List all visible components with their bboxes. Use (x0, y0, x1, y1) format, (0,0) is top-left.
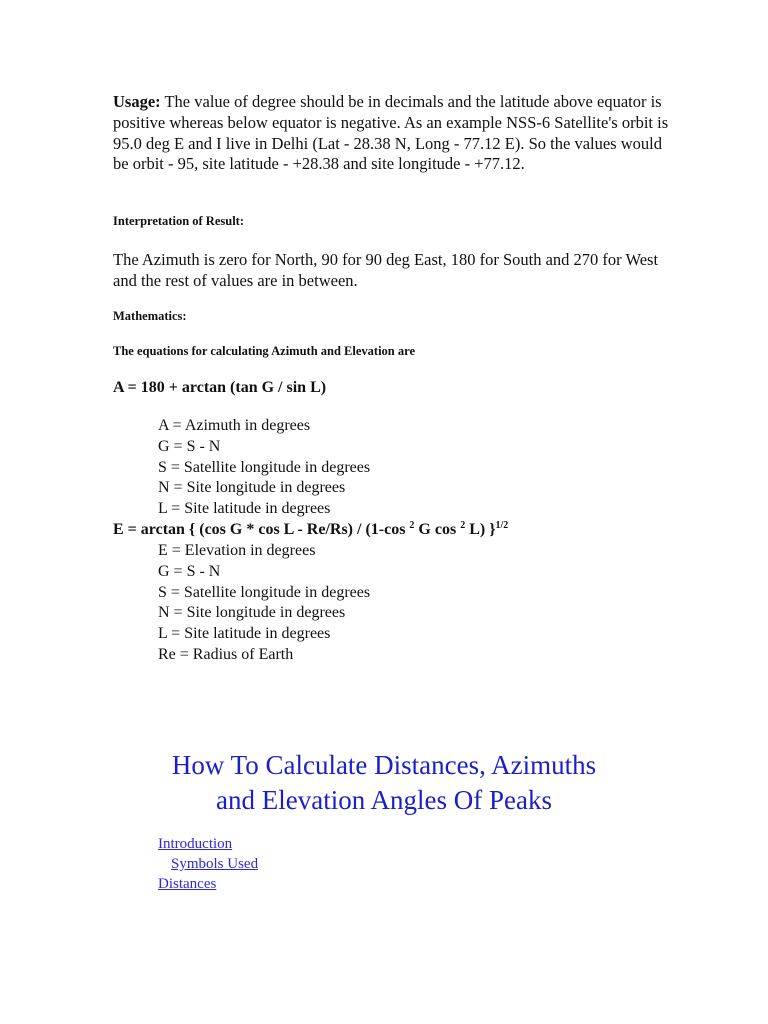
elevation-equation-sup2: 2 (460, 520, 466, 531)
usage-paragraph (113, 92, 673, 175)
toc-link-introduction[interactable]: Introduction (158, 836, 233, 852)
definition-item: G = S - N (158, 562, 221, 580)
elevation-equation-part1: E = arctan { (cos G * cos L - Re/Rs) / (1-cos (113, 521, 410, 538)
definition-item: A = Azimuth in degrees (158, 417, 311, 434)
definition-item: L = Site latitude in degrees (158, 500, 331, 518)
definition-item: N = Site longitude in degrees (158, 479, 346, 497)
toc-link-distances[interactable]: Distances (158, 876, 217, 892)
elevation-equation-sup1: 2 (409, 520, 415, 531)
interpretation-text: The Azimuth is zero for North, 90 for 90 deg East, 180 for South and 270 for West and the rest of values are in between. (113, 250, 659, 290)
definition-item: S = Satellite longitude in degrees (158, 583, 371, 601)
section-heading-line2: and Elevation Angles Of Peaks (216, 785, 552, 815)
interpretation-label: Interpretation of Result: (113, 214, 244, 228)
elevation-definitions (158, 541, 370, 666)
section-heading (0, 748, 768, 818)
definition-item: Re = Radius of Earth (158, 645, 294, 663)
definition-item: S = Satellite longitude in degrees (158, 458, 371, 476)
azimuth-definitions (158, 416, 370, 520)
elevation-equation-part2: G cos (414, 521, 461, 538)
mathematics-label: Mathematics: (113, 309, 187, 323)
toc-link-symbols-used[interactable]: Symbols Used (171, 856, 259, 872)
table-of-contents (158, 834, 258, 894)
elevation-equation-sup3: 1/2 (495, 520, 509, 531)
elevation-equation (113, 520, 508, 540)
elevation-equation-part3: L) } (465, 521, 496, 538)
toc-item-distances (158, 874, 258, 894)
azimuth-equation: A = 180 + arctan (tan G / sin L) (113, 379, 327, 396)
toc-item-symbols-used (158, 854, 258, 874)
definition-item: L = Site latitude in degrees (158, 625, 331, 643)
definition-item: G = S - N (158, 437, 221, 455)
toc-item-introduction (158, 834, 258, 854)
definition-item: N = Site longitude in degrees (158, 604, 346, 622)
usage-label: Usage: (113, 92, 161, 111)
definition-item: E = Elevation in degrees (158, 542, 316, 559)
section-heading-line1: How To Calculate Distances, Azimuths (171, 750, 597, 780)
equations-intro: The equations for calculating Azimuth and Elevation are (113, 344, 415, 358)
usage-text: The value of degree should be in decimals and the latitude above equator is positive whereas below equator is negative. As an example NSS-6 Satellite's orbit is 95.0 deg E and I live in Delhi (Lat - 28.38 N, Long - 77.12 E). So the values would be orbit - 95, site latitude - +28.38 and site longitude - +77.12. (113, 92, 669, 174)
